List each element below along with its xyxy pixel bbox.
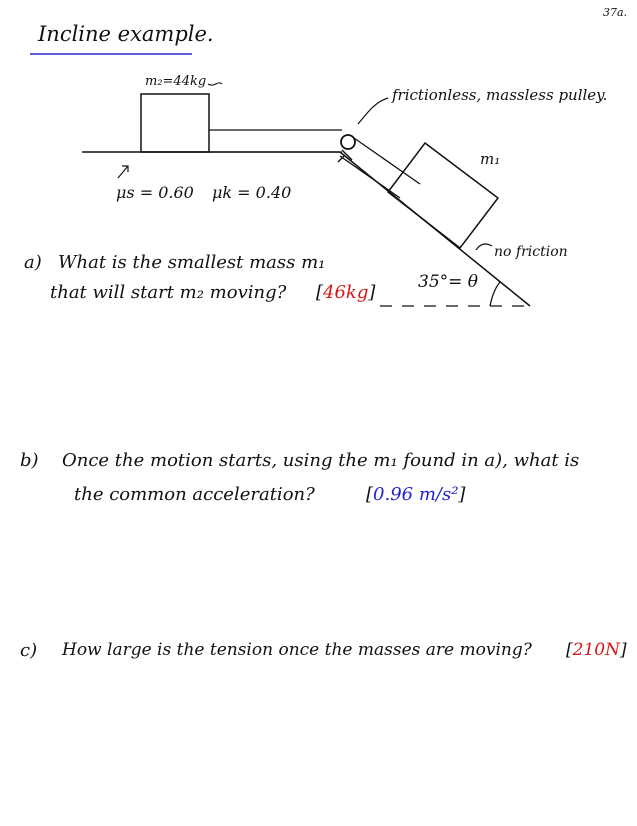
m1-label: m₁ <box>480 150 501 168</box>
question-b-line1: Once the motion starts, using the m₁ found in a), what is <box>62 450 580 471</box>
m2-label: m₂=44kg <box>145 74 207 89</box>
angle-label: 35°= θ <box>418 272 479 292</box>
question-c-answer-value: 210N <box>572 640 620 660</box>
angle-arc <box>490 282 500 306</box>
question-b-answer-value: 0.96 m/s² <box>373 484 459 505</box>
question-b-line2: the common acceleration? <box>74 484 315 505</box>
page-number: 37a. <box>603 6 628 19</box>
question-b-letter: b) <box>20 450 39 471</box>
question-c-answer: [210N] <box>566 640 627 660</box>
pulley-label-arrow <box>358 98 388 124</box>
question-a-answer: [46kg] <box>316 282 376 303</box>
pulley <box>341 135 355 149</box>
block-m2 <box>141 94 209 152</box>
page-title: Incline example. <box>38 22 214 46</box>
mu-s-label: μs = 0.60 <box>116 183 194 202</box>
question-b-answer: [0.96 m/s²] <box>366 484 466 505</box>
question-a-line1: What is the smallest mass m₁ <box>58 252 326 273</box>
question-c-letter: c) <box>20 640 38 661</box>
question-c-line1: How large is the tension once the masses are moving? <box>62 640 532 660</box>
question-a-letter: a) <box>24 252 42 273</box>
no-friction-arrow <box>476 244 492 250</box>
rope-incline-upper <box>354 138 420 184</box>
question-a-line2: that will start m₂ moving? <box>50 282 287 303</box>
question-a-answer-value: 46kg <box>323 282 369 303</box>
pulley-label: frictionless, massless pulley. <box>392 86 608 104</box>
mu-k-label: μk = 0.40 <box>212 183 292 202</box>
mu-arrow <box>118 166 128 178</box>
no-friction-label: no friction <box>494 244 568 260</box>
